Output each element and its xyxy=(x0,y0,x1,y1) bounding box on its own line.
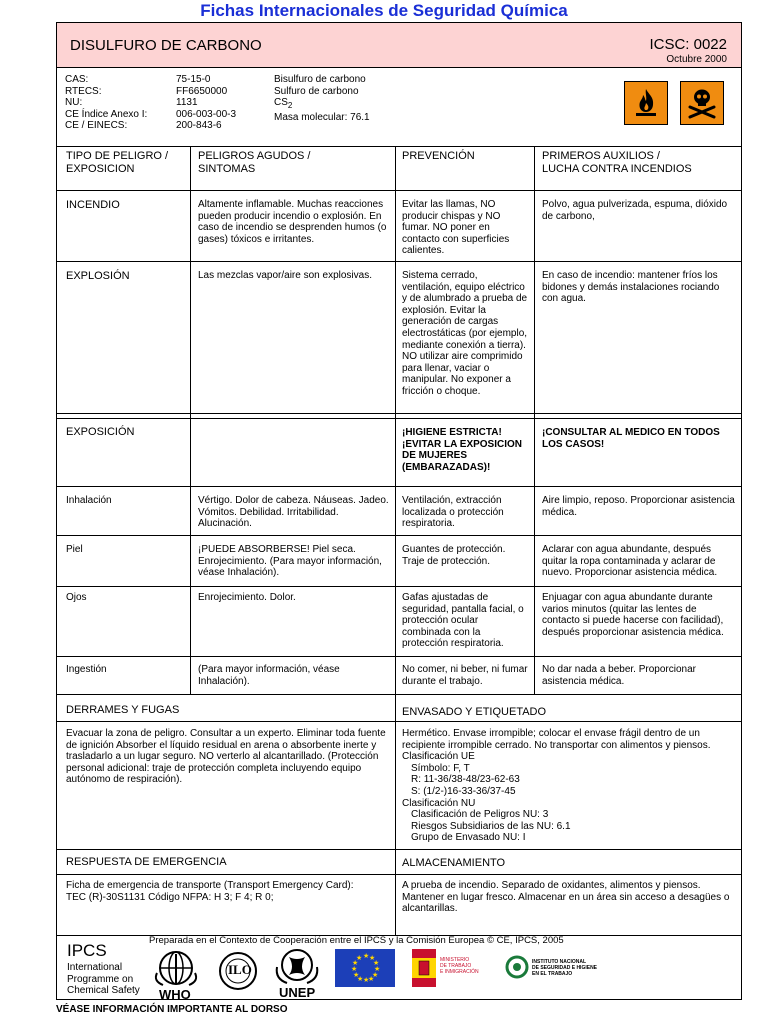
row-type-skin: Piel xyxy=(66,544,83,555)
header-hazard-type: TIPO DE PELIGRO / EXPOSICION xyxy=(66,150,169,175)
table-divider xyxy=(57,190,741,191)
icsc-number: ICSC: 0022 xyxy=(649,36,727,53)
ipcs-full-name: International Programme on Chemical Safety xyxy=(67,962,140,996)
table-divider xyxy=(57,418,741,419)
ipcs-logo: IPCS xyxy=(67,941,107,960)
inhalation-hazard: Vértigo. Dolor de cabeza. Náuseas. Jadeo. Vómitos. Debilidad. Irritabilidad. Alucinación. xyxy=(198,495,389,530)
svg-text:★: ★ xyxy=(363,976,370,984)
table-divider xyxy=(190,146,191,694)
svg-text:★: ★ xyxy=(353,971,360,979)
section-divider xyxy=(57,849,741,850)
fire-prevention: Evitar las llamas, NO producir chispas y NO fumar. NO poner en contacto con superficies calientes. xyxy=(402,199,510,257)
row-type-fire: INCENDIO xyxy=(66,199,120,211)
einecs-label: CE / EINECS: xyxy=(65,120,128,131)
card-date: Octubre 2000 xyxy=(666,54,727,65)
who-logo: WHO xyxy=(151,949,201,999)
identifier-values xyxy=(176,74,236,132)
table-divider xyxy=(57,656,741,657)
ilo-logo: ILO xyxy=(217,951,259,991)
card-footer xyxy=(57,935,741,1002)
packaging-text: Hermético. Envase irrompible; colocar el envase frágil dentro de un recipiente irrompible cerrado. No transportar con alimentos y piensos. Clasificación UE Símbolo: F, T R: 11-36/38-48/23-62-63 S: (1/2-)16-33-36/37-45 Clasificación NU Clasificación de Peligros NU: 3 Riesgos Subsidiarios de las NU: 6.1 Grupo de Envasado NU: I xyxy=(402,728,711,844)
eu-flag-icon xyxy=(335,949,395,987)
substance-synonyms xyxy=(274,74,370,123)
identifiers-section xyxy=(57,68,741,147)
skin-prevention: Guantes de protección. Traje de protección. xyxy=(402,544,506,567)
eyes-aid: Enjuagar con agua abundante durante varios minutos (quitar las lentes de contacto si puede hacerse con facilidad), después proporcionar asistencia médica. xyxy=(542,592,724,638)
svg-text:★: ★ xyxy=(356,954,363,962)
exposure-aid: ¡CONSULTAR AL MEDICO EN TODOS LOS CASOS! xyxy=(542,427,720,450)
rtecs-value: FF6650000 xyxy=(176,85,228,97)
chemical-formula: $CS_2$ xyxy=(274,97,293,110)
table-divider xyxy=(57,535,741,536)
ingestion-prevention: No comer, ni beber, ni fumar durante el trabajo. xyxy=(402,664,528,687)
row-type-explosion: EXPLOSIÓN xyxy=(66,270,130,282)
header-prevention: PREVENCIÓN xyxy=(402,150,475,162)
spills-title: DERRAMES Y FUGAS xyxy=(66,704,180,716)
explosion-prevention: Sistema cerrado, ventilación, equipo eléctrico y de alumbrado a prueba de explosión. Evitar la generación de cargas electrostáticas (por ejemplo, mediante conexión a tierra). NO utilizar aire comprimido para llenar, vaciar o manipular. No exponer a fricción o choque. xyxy=(402,270,528,397)
table-divider xyxy=(534,146,535,694)
nu-value: 1131 xyxy=(176,97,198,108)
ingestion-aid: No dar nada a beber. Proporcionar asistencia médica. xyxy=(542,664,696,687)
eyes-prevention: Gafas ajustadas de seguridad, pantalla facial, o protección ocular combinada con la protección respiratoria. xyxy=(402,592,524,650)
skin-aid: Aclarar con agua abundante, después quitar la ropa contaminada y aclarar de nuevo. Proporcionar asistencia médica. xyxy=(542,544,718,579)
inhalation-aid: Aire limpio, reposo. Proporcionar asistencia médica. xyxy=(542,495,735,518)
spills-text: Evacuar la zona de peligro. Consultar a un experto. Eliminar toda fuente de ignición Absorber el líquido residual en arena o absorbente inerte y trasladarlo a un lugar seguro. NO verterlo al alcantarillado. (Protección personal adicional: traje de protección completa incluyendo equipo autónomo de respiración). xyxy=(66,728,386,786)
svg-text:★: ★ xyxy=(352,959,359,967)
svg-text:★: ★ xyxy=(373,959,380,967)
section-divider xyxy=(57,721,741,722)
einecs-value: 200-843-6 xyxy=(176,120,222,131)
institute-emblem-icon xyxy=(505,955,529,979)
skull-crossbones-icon xyxy=(680,81,724,125)
cas-label: CAS: xyxy=(65,74,89,85)
card-header xyxy=(57,23,741,68)
table-divider xyxy=(57,261,741,262)
back-info-note: VÉASE INFORMACIÓN IMPORTANTE AL DORSO xyxy=(56,1004,288,1015)
packaging-title: ENVASADO Y ETIQUETADO xyxy=(402,706,547,718)
rtecs-label: RTECS: xyxy=(65,85,102,97)
ingestion-hazard: (Para mayor información, véase Inhalación). xyxy=(198,664,340,687)
header-acute-hazards: PELIGROS AGUDOS / SINTOMAS xyxy=(198,150,311,175)
svg-text:★: ★ xyxy=(351,965,358,973)
svg-text:★: ★ xyxy=(374,965,381,973)
cas-value: 75-15-0 xyxy=(176,74,211,85)
nu-label: NU: xyxy=(65,97,83,108)
svg-text:★: ★ xyxy=(372,971,379,979)
safety-card xyxy=(56,22,742,1000)
ce-index-value: 006-003-00-3 xyxy=(176,108,237,120)
storage-text: A prueba de incendio. Separado de oxidantes, alimentos y piensos. Mantener en lugar fresco. Almacenar en un área sin acceso a desagües o alcantarillas. xyxy=(402,880,730,915)
svg-text:★: ★ xyxy=(369,954,376,962)
emergency-title: RESPUESTA DE EMERGENCIA xyxy=(66,856,227,868)
fire-aid: Polvo, agua pulverizada, espuma, dióxido de carbono, xyxy=(542,199,728,222)
institute-logo: INSTITUTO NACIONAL DE SEGURIDAD E HIGIENE EN EL TRABAJO xyxy=(505,951,605,987)
svg-text:★: ★ xyxy=(368,975,375,983)
spain-crest-icon xyxy=(412,949,436,987)
ministry-logo: MINISTERIO DE TRABAJO E INMIGRACIÓN xyxy=(412,949,502,989)
section-divider xyxy=(57,874,741,875)
identifier-labels xyxy=(65,74,147,132)
document-title: Fichas Internacionales de Seguridad Química xyxy=(200,1,568,20)
svg-text:★: ★ xyxy=(357,975,364,983)
synonym: Sulfuro de carbono xyxy=(274,85,359,97)
section-divider xyxy=(395,694,396,935)
fire-hazard: Altamente inflamable. Muchas reacciones pueden producir incendio o explosión. En caso de incendio se desprenden humos (o gases) tóxicos e irritantes. xyxy=(198,199,387,245)
table-divider xyxy=(57,486,741,487)
unep-logo: UNEP xyxy=(269,947,325,999)
table-divider xyxy=(57,413,741,414)
header-first-aid: PRIMEROS AUXILIOS / LUCHA CONTRA INCENDIOS xyxy=(542,150,692,175)
flame-icon xyxy=(624,81,668,125)
substance-name: DISULFURO DE CARBONO xyxy=(70,37,262,54)
svg-text:★: ★ xyxy=(363,952,370,960)
exposure-prevention: ¡HIGIENE ESTRICTA! ¡EVITAR LA EXPOSICION DE MUJERES (EMBARAZADAS)! xyxy=(402,427,523,473)
table-divider xyxy=(57,586,741,587)
row-type-eyes: Ojos xyxy=(66,592,87,603)
emergency-text: Ficha de emergencia de transporte (Transport Emergency Card): TEC (R)-30S1131 Código NFPA: H 3; F 4; R 0; xyxy=(66,880,354,903)
table-divider xyxy=(57,694,741,695)
row-type-exposure: EXPOSICIÓN xyxy=(66,426,135,438)
storage-title: ALMACENAMIENTO xyxy=(402,857,506,869)
table-divider xyxy=(395,146,396,694)
eyes-hazard: Enrojecimiento. Dolor. xyxy=(198,592,296,603)
molecular-mass: Masa molecular: 76.1 xyxy=(274,111,370,123)
preparation-note: Preparada en el Contexto de Cooperación entre el IPCS y la Comisión Europea © CE, IPCS, 2005 xyxy=(149,935,564,946)
synonym: Bisulfuro de carbono xyxy=(274,74,366,85)
row-type-ingestion: Ingestión xyxy=(66,664,107,675)
ce-index-label: CE Índice Anexo I: xyxy=(65,108,148,120)
row-type-inhalation: Inhalación xyxy=(66,495,112,506)
explosion-hazard: Las mezclas vapor/aire son explosivas. xyxy=(198,270,372,281)
skin-hazard: ¡PUEDE ABSORBERSE! Piel seca. Enrojecimiento. (Para mayor información, véase Inhalación). xyxy=(198,544,382,579)
explosion-aid: En caso de incendio: mantener fríos los bidones y demás instalaciones rociando con agua. xyxy=(542,270,720,305)
inhalation-prevention: Ventilación, extracción localizada o protección respiratoria. xyxy=(402,495,504,530)
